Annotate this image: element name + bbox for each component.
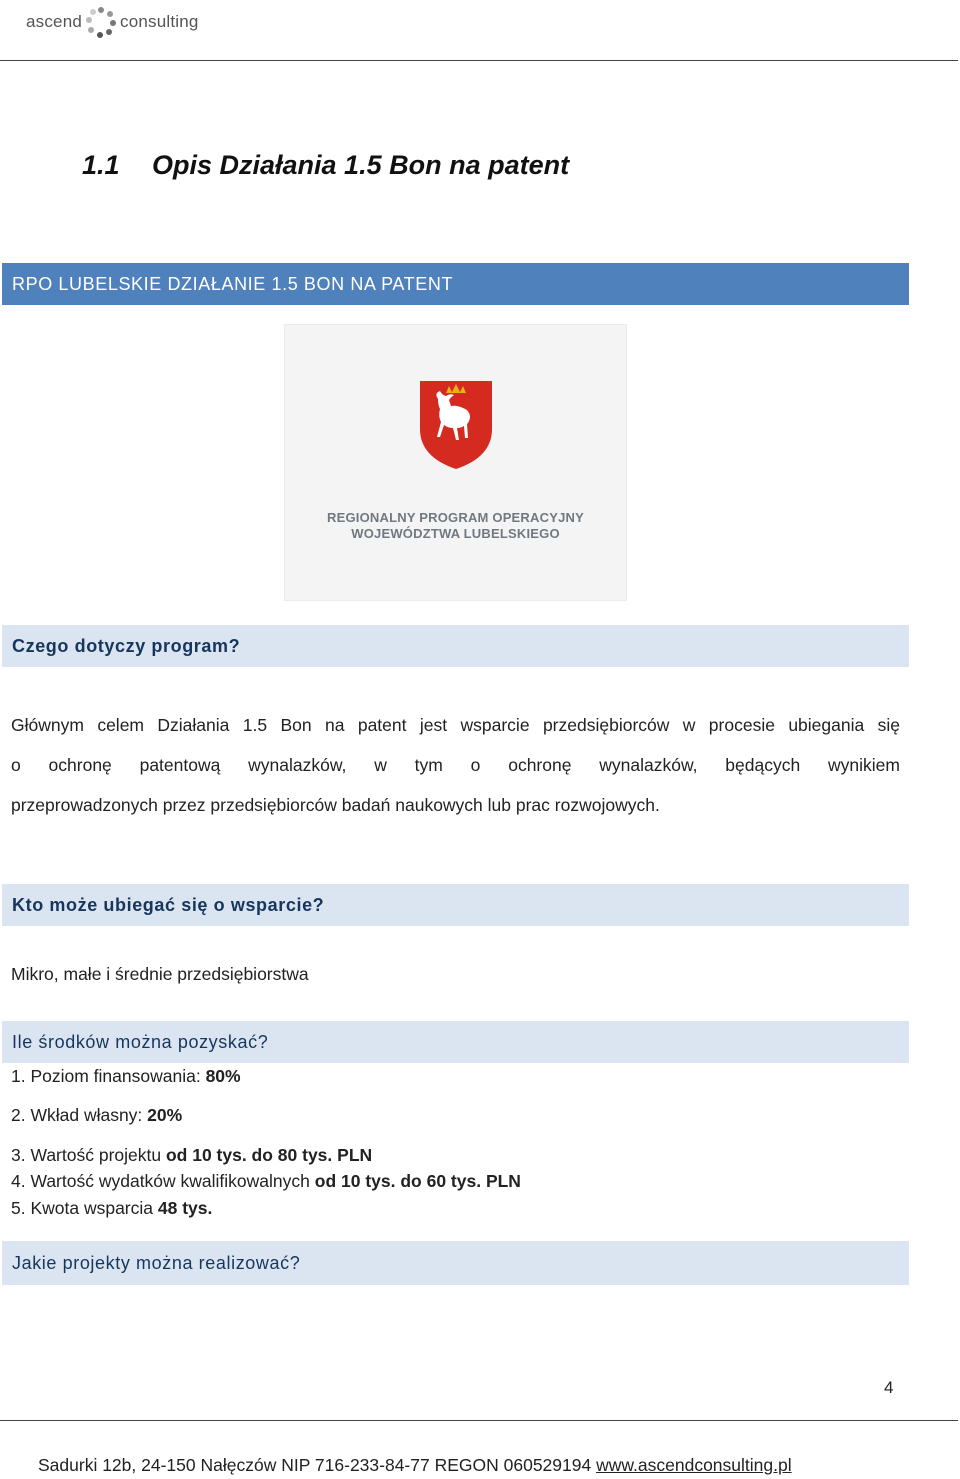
page-title — [82, 150, 569, 181]
description-line-3: przeprowadzonych przez przedsiębiorców badań naukowych lub prac rozwojowych. — [11, 795, 660, 815]
footer-address: Sadurki 12b, 24-150 Nałęczów NIP 716-233-84-77 REGON 060529194 — [38, 1455, 597, 1475]
funding-item-2-value: 20% — [147, 1105, 183, 1125]
funding-item-3 — [11, 1145, 372, 1166]
funding-item-4-label: 4. Wartość wydatków kwalifikowalnych — [11, 1171, 315, 1191]
funding-item-5 — [11, 1198, 212, 1219]
section-bar-program-scope-label: Czego dotyczy program? — [12, 636, 241, 656]
section-bar-eligibility — [2, 884, 909, 926]
funding-item-3-label: 3. Wartość projektu — [11, 1145, 166, 1165]
logo-word-consulting: consulting — [120, 12, 199, 31]
section-bar-funding-label: Ile środków można pozyskać? — [12, 1032, 269, 1052]
description-line-2: o ochronę patentową wynalazków, w tym o ochronę wynalazków, będących wynikiem — [11, 755, 900, 775]
logo-dots-icon — [86, 7, 116, 37]
title-text: Opis Działania 1.5 Bon na patent — [152, 150, 570, 180]
section-bar-funding — [2, 1021, 909, 1063]
title-number: 1.1 — [82, 150, 120, 180]
section-bar-eligibility-label: Kto może ubiegać się o wsparcie? — [12, 895, 325, 915]
section-bar-projects-label: Jakie projekty można realizować? — [12, 1253, 301, 1273]
program-description — [11, 705, 900, 825]
funding-item-4-value: od 10 tys. do 60 tys. PLN — [314, 1171, 521, 1191]
company-logo — [26, 6, 199, 38]
section-bar-program-scope — [2, 625, 909, 667]
page-number: 4 — [884, 1378, 894, 1397]
footer-website-link[interactable]: www.ascendconsulting.pl — [596, 1455, 792, 1475]
funding-item-2-label: 2. Wkład własny: — [11, 1105, 148, 1125]
section-bar-main-label: RPO LUBELSKIE DZIAŁANIE 1.5 BON NA PATENT — [12, 274, 454, 294]
description-line-1: Głównym celem Działania 1.5 Bon na patent jest wsparcie przedsiębiorców w procesie ubiegania się — [11, 715, 900, 735]
funding-item-1-value: 80% — [205, 1066, 241, 1086]
funding-item-2 — [11, 1105, 182, 1126]
footer-divider — [0, 1420, 958, 1421]
funding-item-1 — [11, 1066, 241, 1087]
lublin-coat-of-arms-icon — [416, 377, 496, 472]
funding-item-4 — [11, 1171, 521, 1192]
eligible-applicants: Mikro, małe i średnie przedsiębiorstwa — [11, 964, 309, 984]
logo-word-ascend: ascend — [26, 12, 83, 31]
footer-contact — [38, 1455, 792, 1476]
rpo-lubelskie-logo-image — [284, 324, 627, 601]
rpo-caption-line1: REGIONALNY PROGRAM OPERACYJNY — [327, 510, 584, 525]
funding-item-5-value: 48 tys. — [157, 1198, 213, 1218]
header-divider — [0, 60, 958, 61]
funding-item-1-label: 1. Poziom finansowania: — [11, 1066, 206, 1086]
section-bar-projects — [2, 1241, 909, 1285]
funding-item-3-value: od 10 tys. do 80 tys. PLN — [165, 1145, 373, 1165]
section-bar-main — [2, 263, 909, 305]
rpo-caption-line2: WOJEWÓDZTWA LUBELSKIEGO — [351, 526, 560, 541]
funding-item-5-label: 5. Kwota wsparcia — [11, 1198, 158, 1218]
